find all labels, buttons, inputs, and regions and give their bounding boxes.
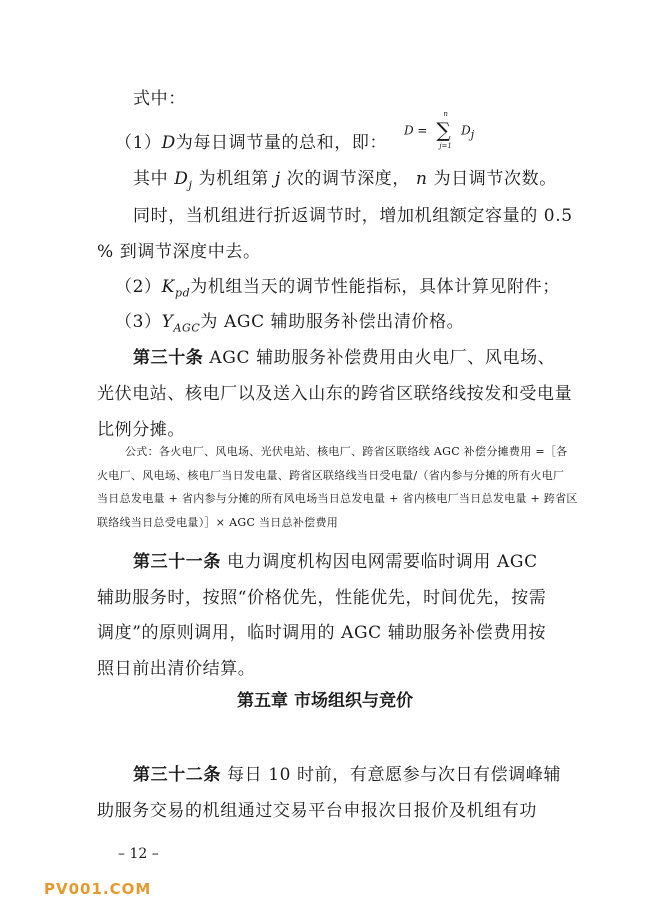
article-30-line-2: 光伏电站、核电厂以及送入山东的跨省区联络线按发和受电量 [97, 384, 573, 404]
chapter-heading: 第五章 市场组织与竞价 [237, 691, 413, 711]
formula-note-line: 火电厂、风电场、核电厂当日发电量、跨省区联络线当日受电量/（省内参与分摊的所有火电厂 [97, 469, 565, 482]
article-32-title: 第三十二条 [133, 765, 221, 785]
formula-note-line: 当日总发电量 + 省内参与分摊的所有风电场当日总发电量 + 省内核电厂当日总发电量 + 跨省区 [97, 492, 578, 505]
formula-note-line: 公式：各火电厂、风电场、光伏电站、核电厂、跨省区联络线 AGC 补偿分摊费用 =［各 [125, 445, 568, 458]
item-1: （1）D为每日调节量的总和，即： [115, 133, 388, 153]
article-31-line-3: 调度”的原则调用，临时调用的 AGC 辅助服务补偿费用按 [97, 623, 547, 643]
sum-formula: D = n ∑ j=1 $D_j$ [404, 110, 475, 150]
article-31-line-1: 第三十一条 电力调度机构因电网需要临时调用 AGC [133, 552, 538, 572]
article-32-line-2: 助服务交易的机组通过交易平台申报次日报价及机组有功 [97, 801, 537, 821]
article-30-title: 第三十条 [133, 348, 204, 368]
article-30-line-3: 比例分摊。 [97, 420, 185, 440]
item-2: $(2)K_{pd}$为机组当天的调节性能指标，具体计算见附件； [115, 277, 560, 300]
article-30-line-1: 第三十条 AGC 辅助服务补偿费用由火电厂、风电场、 [133, 348, 556, 368]
watermark: PV001.COM [44, 880, 152, 898]
formula-note-line: 联络线当日总受电量）］× AGC 当日总补偿费用 [97, 516, 339, 529]
paragraph-line: 同时，当机组进行折返调节时，增加机组额定容量的 0.5 [133, 206, 573, 226]
intro-text: 式中： [133, 89, 186, 109]
article-31-line-2: 辅助服务时，按照“价格优先，性能优先，时间优先，按需 [97, 588, 547, 608]
article-31-line-4: 照日前出清价结算。 [97, 659, 256, 679]
item-3: $(3)Y_{AGC}$为 AGC 辅助服务补偿出清价格。 [115, 312, 465, 335]
dj-definition: 其中 $D_j$ 为机组第 j 次的调节深度， n 为日调节次数。 [133, 169, 557, 192]
article-32-line-1: 第三十二条 每日 10 时前，有意愿参与次日有偿调峰辅 [133, 765, 562, 785]
page-number: – 12 – [118, 846, 159, 862]
article-31-title: 第三十一条 [133, 552, 221, 572]
paragraph-line: % 到调节深度中去。 [97, 242, 261, 262]
